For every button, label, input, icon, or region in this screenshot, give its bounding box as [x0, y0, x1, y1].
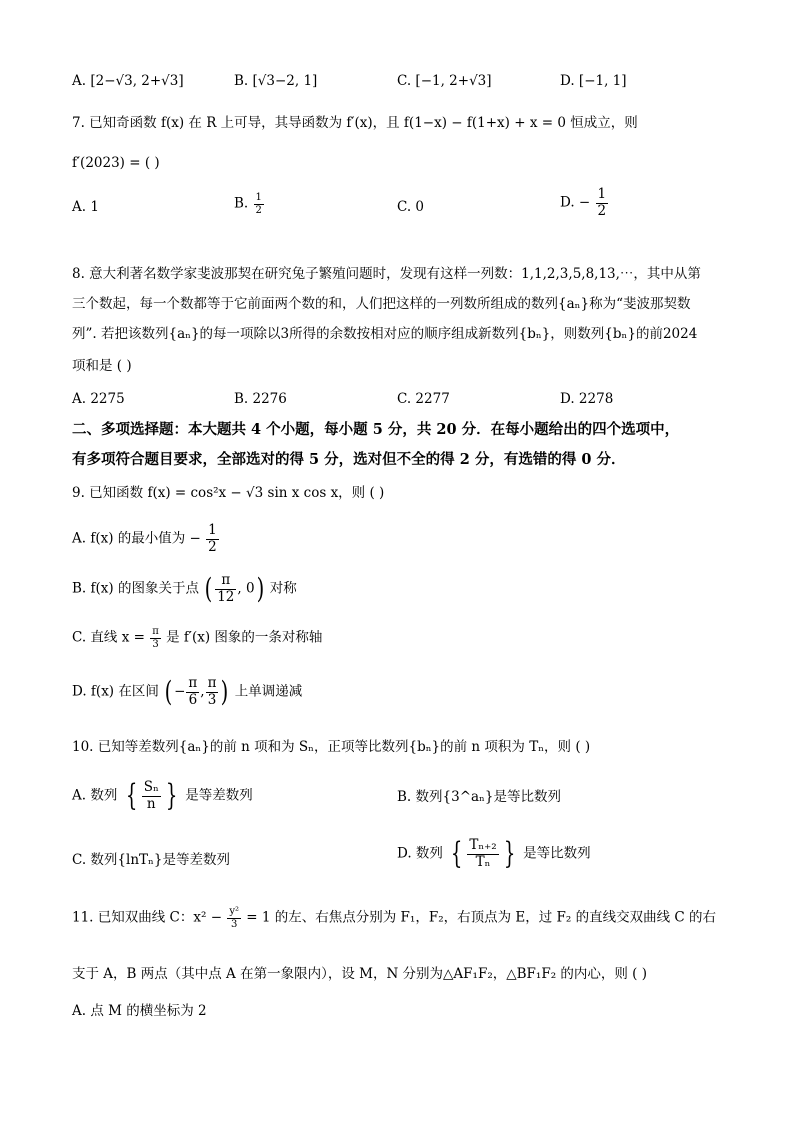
fraction-denominator: 6: [188, 691, 198, 708]
fraction-denominator: Tₙ: [475, 853, 491, 870]
q11-stem-line1: [72, 906, 716, 930]
q8-stem-line3: 列”. 若把该数列{aₙ}的每一项除以3所得的余数按相对应的顺序组成新数列{bₙ}，则数列{bₙ}的前2024: [72, 326, 698, 342]
fraction-numerator: y²: [229, 906, 239, 917]
q9-option-b-point-y: , 0: [237, 580, 255, 597]
q7-option-b-fraction: [254, 192, 264, 216]
q10-option-a-fraction: [142, 780, 161, 812]
q11-stem-tail: = 1 的左、右焦点分别为 F₁，F₂，右顶点为 E，过 F₂ 的直线交双曲线 C 的右: [246, 909, 717, 926]
q6-option-d: D. [−1, 1]: [560, 73, 627, 89]
right-brace: }: [503, 836, 515, 872]
q6-option-a: A. [2−√3, 2+√3]: [72, 73, 184, 89]
fraction-numerator: 1: [597, 186, 607, 202]
q7-option-d: [560, 187, 609, 219]
q10-option-b: [397, 789, 561, 807]
left-brace: {: [125, 778, 137, 814]
section-heading-line1: 二、多项选择题：本大题共 4 个小题，每小题 5 分，共 20 分．在每小题给出的四个选项中，: [72, 421, 680, 438]
q10-option-c: C. 数列{lnTₙ}是等差数列: [72, 852, 230, 868]
q10-option-d-fraction: [467, 838, 498, 870]
q8-stem-line4: 项和是 ( ): [72, 358, 132, 374]
q9-option-c-fraction: [150, 626, 161, 650]
q7-option-d-label: D. −: [560, 194, 591, 211]
fraction-denominator: 12: [217, 588, 235, 605]
q8-option-c: C. 2277: [397, 391, 450, 407]
right-paren: ): [221, 675, 229, 709]
q8-stem-line1: 8. 意大利著名数学家斐波那契在研究兔子繁殖问题时，发现有这样一列数：1,1,2,3,5,8,13,⋯，其中从第: [72, 266, 701, 282]
fraction-numerator: 1: [255, 192, 262, 203]
fraction-denominator: 3: [207, 691, 217, 708]
q8-stem-line2: 三个数起，每一个数都等于它前面两个数的和，人们把这样的一列数所组成的数列{aₙ}称为“斐波那契数: [72, 296, 691, 312]
q11-fraction: [227, 906, 241, 930]
q11-option-a: A. 点 M 的横坐标为 2: [72, 1003, 207, 1019]
fraction-numerator: 1: [208, 522, 217, 538]
q10-option-b-label: B. 数列: [397, 789, 443, 805]
q7-option-d-fraction: [596, 187, 609, 219]
q10-option-d: [397, 838, 591, 870]
q10-option-d-label: D. 数列: [397, 845, 443, 862]
q9-option-c-text: C. 直线 x =: [72, 629, 145, 646]
right-paren: ): [256, 572, 264, 606]
fraction-denominator: 2: [255, 204, 262, 216]
q10-option-a-tail: 是等差数列: [185, 787, 253, 804]
fraction-denominator: 2: [597, 202, 607, 219]
q9-option-c-tail: 是 f′(x) 图象的一条对称轴: [166, 629, 323, 646]
q9-option-a-text: A. f(x) 的最小值为 −: [72, 530, 201, 547]
right-brace: }: [165, 778, 178, 814]
q10-option-a: [72, 780, 253, 812]
q9-option-d-fraction1: [186, 676, 199, 708]
q10-option-b-tail: 是等比数列: [493, 789, 561, 805]
fraction-numerator: Sₙ: [143, 779, 159, 795]
q8-option-d: D. 2278: [560, 391, 614, 407]
q9-option-b: [72, 573, 297, 605]
q10-option-d-tail: 是等比数列: [523, 845, 591, 862]
q7-stem-line1: 7. 已知奇函数 f(x) 在 R 上可导，其导函数为 f′(x)，且 f(1−x) − f(1+x) + x = 0 恒成立，则: [72, 115, 638, 131]
section-heading-line2: 有多项符合题目要求，全部选对的得 5 分，选对但不全的得 2 分，有选错的得 0 分．: [72, 451, 626, 468]
q7-option-b-label: B.: [234, 195, 249, 212]
q9-option-d-text: D. f(x) 在区间: [72, 683, 159, 700]
fraction-denominator: n: [146, 795, 156, 812]
left-brace: {: [451, 836, 463, 872]
left-paren: (: [204, 572, 213, 606]
left-paren: (: [164, 675, 173, 709]
q10-option-b-sequence: {3^aₙ}: [442, 789, 494, 805]
q10-stem: 10. 已知等差数列{aₙ}的前 n 项和为 Sₙ，正项等比数列{bₙ}的前 n 项积为 Tₙ，则 ( ): [72, 739, 591, 755]
fraction-numerator: π: [215, 573, 236, 590]
fraction-denominator: 3: [230, 918, 238, 930]
q6-option-c: C. [−1, 2+√3]: [397, 73, 492, 89]
q7-stem-line2: f′(2023) = ( ): [72, 155, 160, 171]
fraction-denominator: 3: [152, 638, 159, 650]
q7-option-b: [234, 192, 265, 216]
q9-option-d: D. f(x) 在区间 ( − $\frac{\pi}{6}$ , $\frac{\pi}{3}$ ) 上单调递减: [72, 675, 303, 709]
q6-option-b: B. [√3−2, 1]: [234, 73, 318, 89]
q9-option-b-tail: 对称: [269, 580, 297, 597]
q7-option-c: C. 0: [397, 199, 425, 215]
q10-option-a-label: A. 数列: [72, 787, 118, 804]
fraction-denominator: 2: [208, 538, 217, 555]
fraction-numerator: Tₙ₊₂: [469, 837, 497, 853]
q9-option-b-text: B. f(x) 的图象关于点: [72, 580, 199, 597]
q9-option-d-tail: 上单调递减: [234, 683, 303, 700]
q11-stem-line2: 支于 A，B 两点（其中点 A 在第一象限内），设 M，N 分别为△AF₁F₂，△BF₁F₂ 的内心，则 ( ): [72, 966, 648, 982]
q9-option-a-fraction: [206, 523, 219, 555]
q9-option-d-fraction2: [206, 676, 219, 708]
fraction-numerator: π: [188, 675, 198, 691]
q9-option-c: [72, 626, 322, 650]
fraction-numerator: π: [207, 675, 217, 691]
q8-option-b: B. 2276: [234, 391, 287, 407]
q8-option-a: A. 2275: [72, 391, 125, 407]
q9-option-a: [72, 523, 220, 555]
q9-stem: 9. 已知函数 f(x) = cos²x − √3 sin x cos x，则 ( ): [72, 485, 385, 501]
fraction-numerator: π: [152, 626, 159, 637]
q9-option-b-fraction: [215, 573, 236, 605]
q7-option-a: A. 1: [72, 199, 99, 215]
q11-stem-text: 11. 已知双曲线 C：x² −: [72, 909, 223, 926]
